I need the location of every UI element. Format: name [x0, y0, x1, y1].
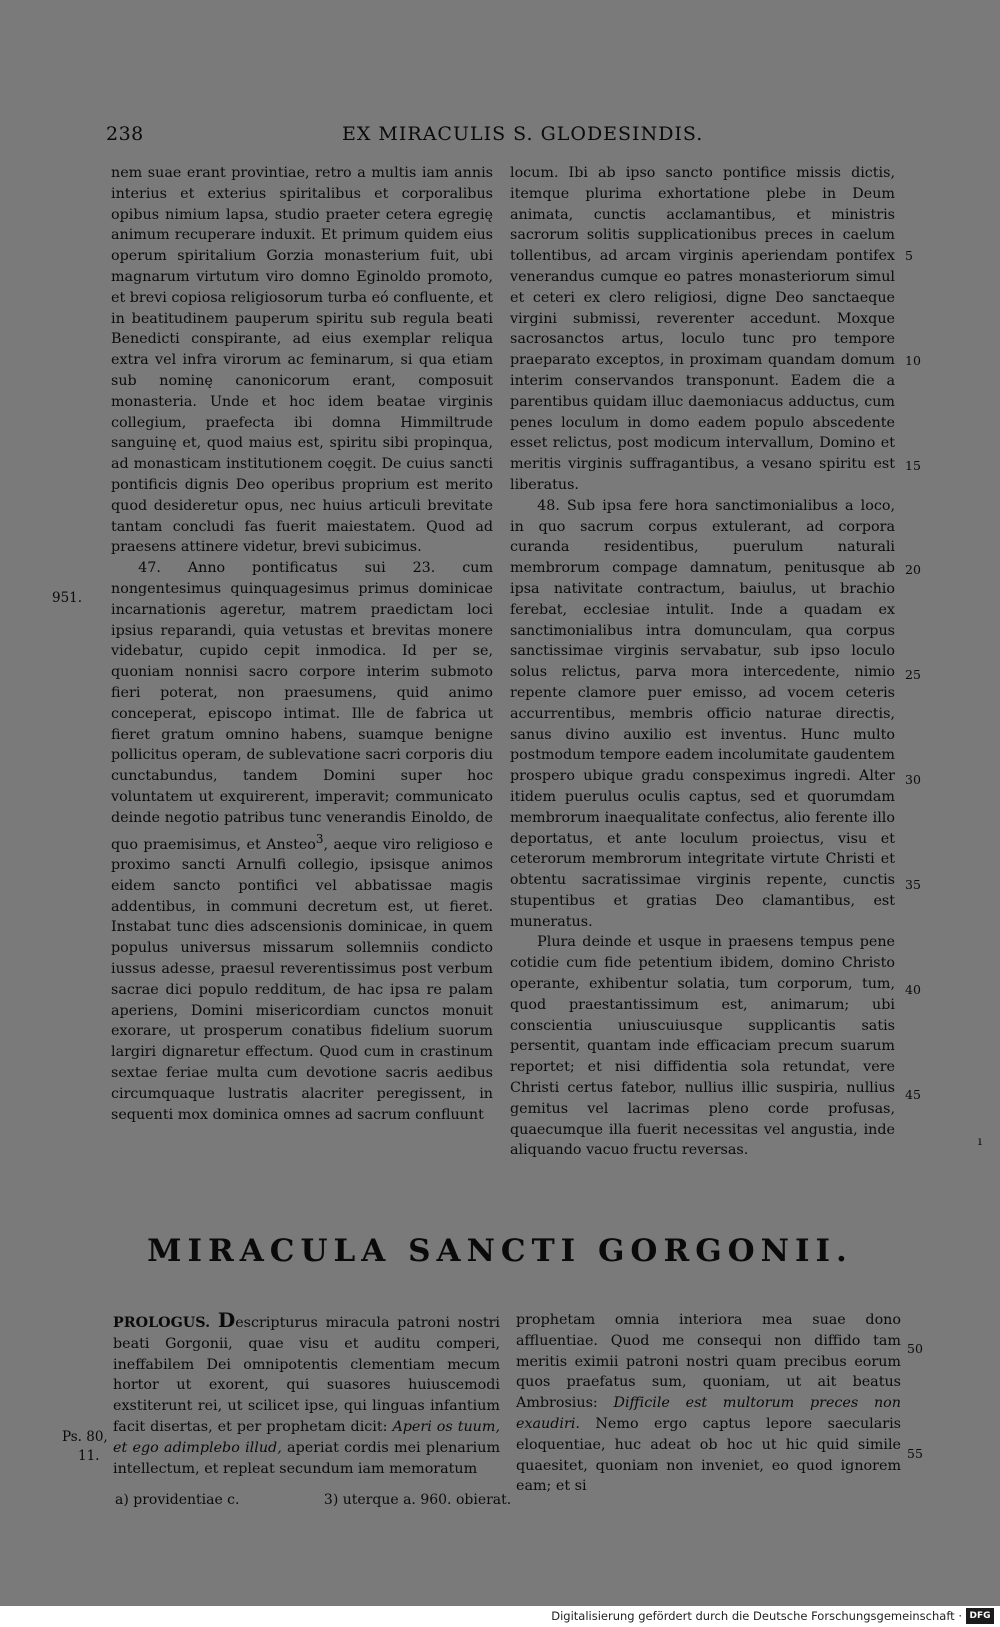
line-number: 40	[905, 982, 921, 997]
left-column-top	[111, 163, 493, 1125]
page-number: 238	[106, 123, 144, 145]
paragraph-plura: Plura deinde et usque in praesens tempus pene cotidie cum fide petentium ibidem, domino Christo operante, exhibentur solatia, tum corporum, tum, quod praestantissimum est, animarum; ubi conscientia uniuscuiusque supplicantis satis persentit, quantam inde efficaciam precum suarum reportet; et nisi diffidentia sola retundat, vere Christi certus fatebor, nullius illic suspiria, nullius gemitus vel lacrimas pleno corde profusas, quaecumque illa fuerit necessitas vel angustia, inde aliquando vacuo fructu reversas.	[510, 934, 895, 1159]
digitization-footer	[0, 1606, 1000, 1627]
ambrose-quote: Difficile est multorum preces non exaudiri.	[516, 1395, 902, 1432]
paragraph-48: 48. Sub ipsa fere hora sanctimonialibus a loco, in quo sacrum corpus extulerant, ad corpora curanda residentibus, puerulum naturali membrorum compage damnatum, penitusque ab ipsa nativitate contractum, baiulus, ut brachio ferebat, ecclesiae intulit. Inde a quadam ex sanctimonialibus intra domunculam, qua corpus sanctissimae virginis servabatur, sub ipso loculo solus relictus, parva mora intercedente, nimio repente clamore puer emisso, ad vocem ceteris accurrentibus, membris officio naturae directis, sanus divino auxilio est inventus. Hunc multo postmodum tempore eadem incolumitate gaudentem prospero ubique gradu conspeximus ingredi. Alter itidem puerulus oculis captus, sed et quorumdam membrorum inaequalitate confectus, alio ferente illo deportatus, et ante loculum proiectus, visu et ceterorum membrorum integritate virtute Christi et obtentu sacratissimae virginis repente, cunctis stupentibus et gratias Deo clamantibus, est muneratus.	[510, 497, 895, 930]
psalm-reference-line-1: Ps. 80,	[62, 1429, 108, 1445]
prologue-text-1: escripturus miracula patroni nostri beati Gorgonii, quae visu et auditu comperi, ineffabilem Dei omnipotentis clementiam mecum hortor ut exorent, qui suasores huiuscemodi exstiterunt rei, ut scilicet ipse, qui linguas infantium facit disertas, et per prophetam dicit:	[113, 1315, 501, 1435]
prologue-right-text-1: prophetam omnia interiora mea suae dono affluentiae. Quod me consequi non diffido tam meritis eximii patroni nostri quam precibus eorum quos praefatus sum, quoniam, ut ait beatus Ambrosius:	[516, 1312, 901, 1412]
psalm-reference-line-2: 11.	[78, 1448, 100, 1464]
line-number: 20	[905, 562, 921, 577]
running-title: EX MIRACULIS S. GLODESINDIS.	[342, 123, 704, 145]
paragraph-47	[111, 558, 493, 1125]
left-column-bottom	[113, 1310, 500, 1479]
footnote-ref-3: 3	[315, 831, 324, 846]
drop-cap: D	[217, 1308, 236, 1332]
year-margin-note: 951.	[52, 590, 83, 606]
right-column-bottom	[516, 1310, 901, 1497]
line-number: 50	[907, 1341, 923, 1356]
line-number: 15	[905, 458, 921, 473]
digitization-credit: Digitalisierung gefördert durch die Deutsche Forschungsgemeinschaft ·	[551, 1609, 962, 1623]
line-number: 35	[905, 877, 921, 892]
stray-mark: ı	[978, 1134, 982, 1148]
line-number: 55	[907, 1446, 923, 1461]
prologue-right-text-2: Nemo ergo captus lepore saecularis eloquentiae, huc adeat ob hoc ut hic quid simile quaesitet, quoniam non inveniet, eo quod ignorem eam; et si	[516, 1415, 901, 1495]
psalm-quote: Aperi os tuum, et ego adimplebo illud,	[113, 1418, 500, 1456]
dfg-logo: DFG	[966, 1608, 994, 1624]
line-number: 45	[905, 1087, 921, 1102]
prologue-text-2: aperiat cordis mei plenarium intellectum, et repleat secundum iam memoratum	[113, 1439, 501, 1477]
footnote-3: 3) uterque a. 960. obierat.	[323, 1492, 512, 1508]
right-column-top	[510, 163, 895, 1161]
paragraph-47-text: 47. Anno pontificatus sui 23. cum nongentesimus quinquagesimus primus dominicae incarnationis ageretur, matrem praedictam loci ipsius reparandi, quia vetustas et brevitas monere videbatur, cupido cepit inmodica. Id per se, quoniam nonnisi sacro corpore interim submoto fieri poterat, non praesumens, quid animo conceperat, episcopo intimat. Ille de fabrica ut fieret gratum omnino habens, suamque benigne pollicitus operam, de sublevatione sacri corporis diu cunctabundus, tandem Domini super hoc voluntatem ut exquirerent, imperavit; communicato deinde negotio patribus tunc venerandis Einoldo, de quo praemisimus, et Ansteo	[111, 560, 493, 853]
prologue-label: PROLOGUS.	[113, 1315, 211, 1331]
footnote-a: a) providentiae c.	[115, 1492, 240, 1508]
prologue-continuation	[516, 1310, 901, 1497]
line-number: 10	[905, 353, 921, 368]
footnotes	[115, 1492, 591, 1508]
paragraph-continuation-right: locum. Ibi ab ipso sancto pontifice missis dictis, itemque plurima exhortatione plebe in Deum animata, cunctis acclamantibus, et ministris sacrorum solitis supplicationibus preces in caelum tollentibus, ad arcam virginis aperiendam pontifex venerandus cumque eo patres monasteriorum simul et ceteri ex clero religiosi, digne Deo sanctaeque virgini submissi, reverenter accedunt. Moxque sacrosanctos artus, loculo tunc pro tempore praeparato exceptos, in proximam quandam domum interim conservandos transponunt. Eadem die a parentibus quidam illuc daemoniacus adductus, cum penes loculum in domo eadem populo abscedente esset relictus, post modicum intervallum, Domino et meritis virginis suffragantibus, a vesano spiritu est liberatus.	[510, 165, 895, 493]
line-number: 30	[905, 772, 921, 787]
prologue-paragraph	[113, 1310, 500, 1479]
line-number: 5	[905, 248, 913, 263]
paragraph-47-rest: , aeque viro religioso e proximo sancti Arnulfi collegio, ipsisque animos eidem sancto pontifici vel abbatissae magis addentibus, in communi decretum est, ut fieret. Instabat tunc dies adscensionis dominicae, in quem populus universus missarum sollemniis condicto iussus adesse, praesul reverentissimus post verbum sacrae dici populo redditum, de hac ipsa re palam aperiens, Domini misericordiam cunctos monuit exorare, ut prosperum conatibus fidelium suorum largiri dignaretur effectum. Quod cum in crastinum sextae feriae multa cum devotione sacris aedibus circumquaque lustratis alacriter peregissent, in sequenti mox dominica omnes ad sacrum confluunt	[111, 836, 493, 1123]
paragraph-continuation: nem suae erant provintiae, retro a multis iam annis interius et exterius spiritalibus et corporalibus opibus nimium lapsa, studio praeter cetera egregię animum recuperare induxit. Et primum quidem eius operum spiritalium Gorzia monasterium fuit, ubi magnarum virtutum viro domno Eginoldo promoto, et brevi copiosa religiosorum turba eó confluente, et in beatitudinem pauperum spiritu sub regula beati Benedicti conspirante, ad eius exemplar reliqua extra vel infra virorum ac feminarum, si qua etiam sub nominę canonicorum erant, composuit monasteria. Unde et hoc idem beatae virginis collegium, praefecta ibi domna Himmiltrude sanguinę et, quod maius est, spiritu sibi propinqua, ad monasticam institutionem coęgit. De cuius sancti pontificis dignis Deo operibus proprium est merito quod desideretur opus, nec huius articuli brevitate tantam concludi fas fuerit maiestatem. Quod ad praesens attinere videtur, brevi subicimus.	[111, 165, 493, 556]
line-number: 25	[905, 667, 921, 682]
section-title: MIRACULA SANCTI GORGONII.	[147, 1233, 853, 1269]
